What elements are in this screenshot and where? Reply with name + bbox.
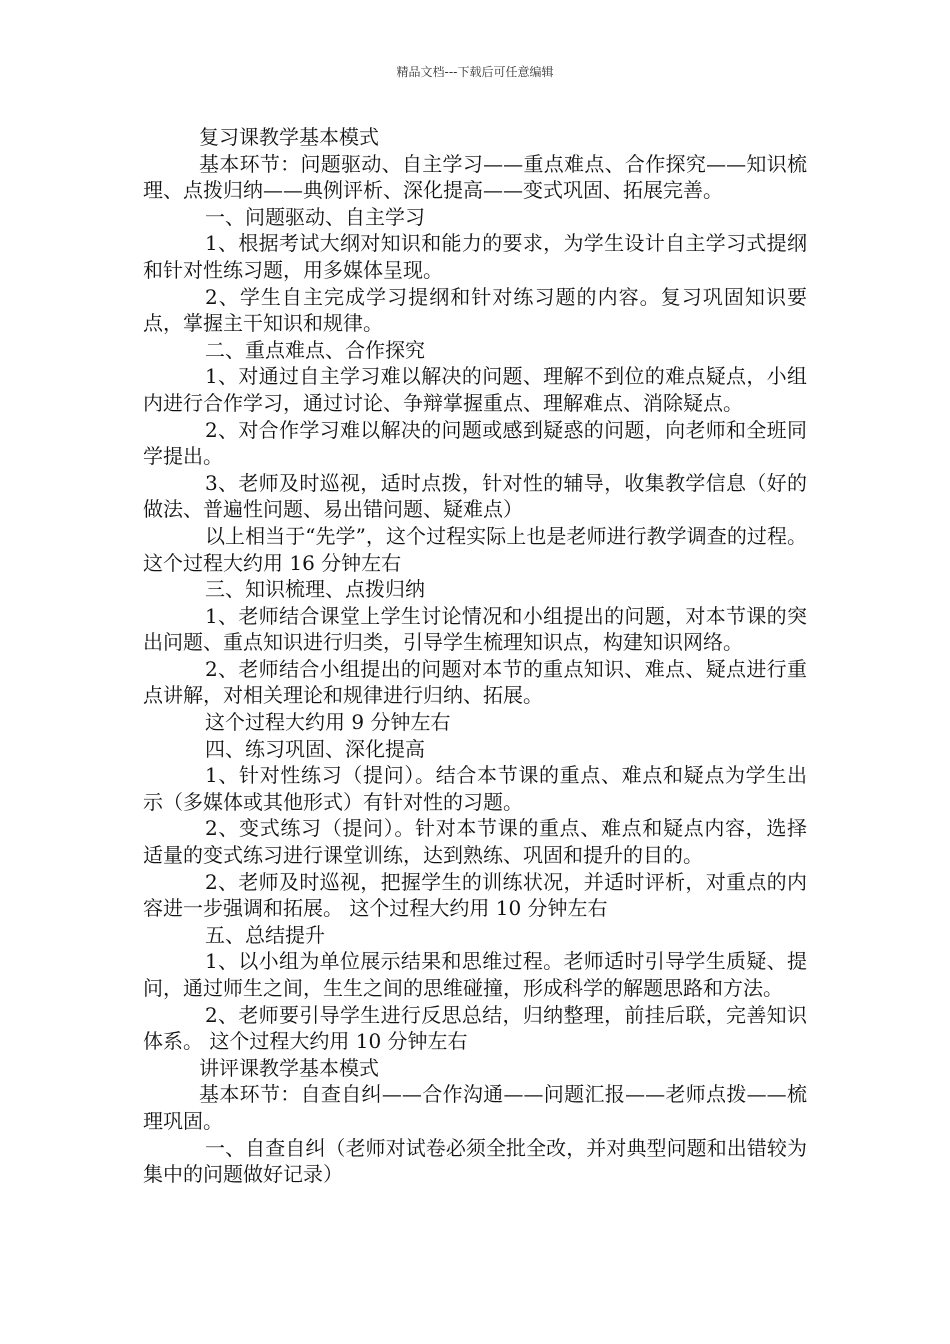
paragraph: 基本环节：自查自纠——合作沟通——问题汇报——老师点拨——梳理巩固。 <box>143 1082 807 1133</box>
section-heading: 一、问题驱动、自主学习 <box>205 204 425 229</box>
paragraph: 3、老师及时巡视，适时点拨，针对性的辅导，收集教学信息（好的做法、普遍性问题、易出错问题、疑难点） <box>143 470 807 522</box>
paragraph: 1、以小组为单位展示结果和思维过程。老师适时引导学生质疑、提问，通过师生之间，生生之间的思维碰撞，形成科学的解题思路和方法。 <box>143 949 807 1000</box>
paragraph: 以上相当于“先学”，这个过程实际上也是老师进行教学调查的过程。这个过程大约用 16 分钟左右 <box>143 523 807 575</box>
paragraph: 2、老师结合小组提出的问题对本节的重点知识、难点、疑点进行重点讲解，对相关理论和规律进行归纳、拓展。 <box>143 656 807 708</box>
section-heading: 三、知识梳理、点拨归纳 <box>205 577 425 602</box>
section-title: 讲评课教学基本模式 <box>199 1055 379 1080</box>
paragraph: 2、学生自主完成学习提纲和针对练习题的内容。复习巩固知识要点，掌握主干知识和规律。 <box>143 284 807 336</box>
paragraph: 2、对合作学习难以解决的问题或感到疑惑的问题，向老师和全班同学提出。 <box>143 417 807 469</box>
paragraph: 2、老师及时巡视，把握学生的训练状况，并适时评析，对重点的内容进一步强调和拓展。 这个过程大约用 10 分钟左右 <box>143 869 807 921</box>
section-heading: 一、自查自纠（老师对试卷必须全批全改，并对典型问题和出错较为集中的问题做好记录） <box>143 1135 807 1187</box>
paragraph: 1、对通过自主学习难以解决的问题、理解不到位的难点疑点，小组内进行合作学习，通过讨论、争辩掌握重点、理解难点、消除疑点。 <box>143 364 807 415</box>
paragraph: 1、针对性练习（提问）。结合本节课的重点、难点和疑点为学生出示（多媒体或其他形式）有针对性的习题。 <box>143 763 807 814</box>
paragraph: 1、根据考试大纲对知识和能力的要求，为学生设计自主学习式提纲和针对性练习题，用多媒体呈现。 <box>143 231 807 282</box>
paragraph: 2、变式练习（提问）。针对本节课的重点、难点和疑点内容，选择适量的变式练习进行课堂训练，达到熟练、巩固和提升的目的。 <box>143 816 807 868</box>
section-heading: 二、重点难点、合作探究 <box>205 337 425 362</box>
paragraph: 2、老师要引导学生进行反思总结，归纳整理，前挂后联，完善知识体系。 这个过程大约用 10 分钟左右 <box>143 1002 807 1054</box>
paragraph: 这个过程大约用 9 分钟左右 <box>205 710 451 735</box>
page-header: 精品文档---下载后可任意编辑 <box>396 65 554 79</box>
section-heading: 四、练习巩固、深化提高 <box>205 736 425 761</box>
section-title: 复习课教学基本模式 <box>199 125 379 149</box>
paragraph: 1、老师结合课堂上学生讨论情况和小组提出的问题，对本节课的突出问题、重点知识进行归类，引导学生梳理知识点，构建知识网络。 <box>143 603 807 655</box>
paragraph: 基本环节：问题驱动、自主学习——重点难点、合作探究——知识梳理、点拨归纳——典例评析、深化提高——变式巩固、拓展完善。 <box>143 151 807 203</box>
section-heading: 五、总结提升 <box>205 922 325 947</box>
document-body <box>143 124 807 1188</box>
